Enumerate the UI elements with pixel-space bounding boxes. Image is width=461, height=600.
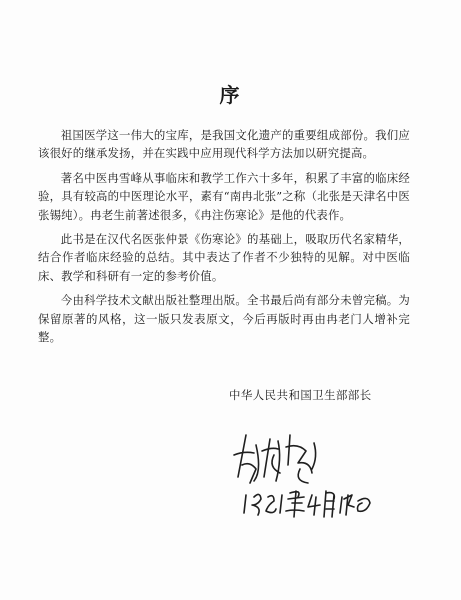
- paragraph-4: 今由科学技术文献出版社整理出版。全书最后尚有部分未曾完稿。为保留原著的风格，这一版只发表原文，今后再版时再由冉老门人增补完整。: [38, 293, 410, 345]
- paragraph-3: 此书是在汉代名医张仲景《伤寒论》的基础上，吸取历代名家精华，结合作者临床经验的总结。其中表达了作者不少独特的见解。对中医临床、教学和科研有一定的参考价值。: [38, 232, 410, 283]
- paragraph-1: 祖国医学这一伟大的宝库，是我国文化遗产的重要组成部份。我们应该很好的继承发扬，并在实践中应用现代科学方法加以研究提高。: [38, 128, 410, 161]
- preface-body: [38, 126, 410, 346]
- paragraph-2: 著名中医冉雪峰从事临床和教学工作六十多年，积累了丰富的临床经验，具有较高的中医理论水平，素有“南冉北张”之称（北张是天津名中医张锡纯）。冉老生前著述很多，《冉注伤寒论》是他的代表作。: [38, 170, 410, 222]
- page-title: 序: [219, 83, 242, 107]
- signer-title: 中华人民共和国卫生部部长: [229, 388, 372, 402]
- handwritten-signature: [228, 425, 378, 520]
